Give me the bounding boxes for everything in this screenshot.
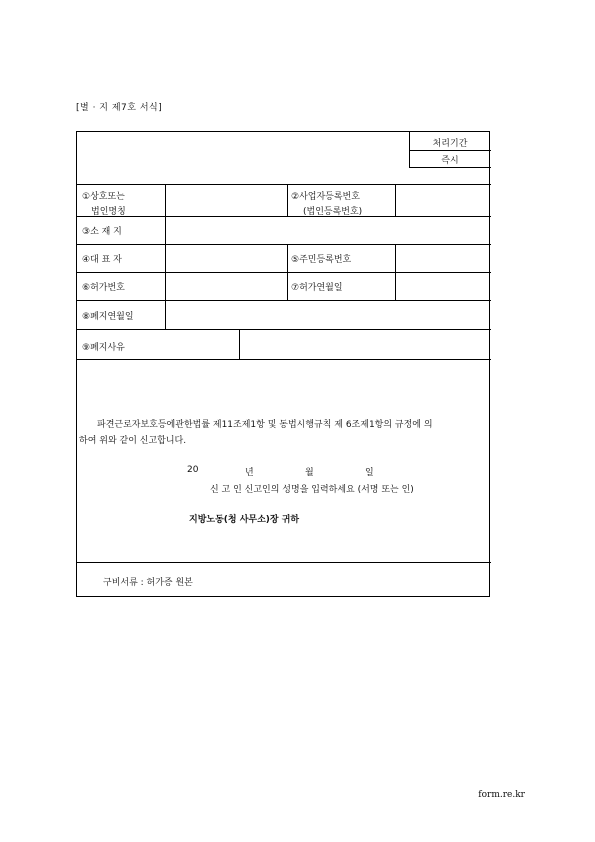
permit-date-label: ⑦허가연월일 xyxy=(291,283,343,293)
location-field[interactable] xyxy=(167,218,489,242)
declaration-line2: 하여 위와 같이 신고합니다. xyxy=(79,436,187,446)
permit-number-label: ⑥허가번호 xyxy=(82,283,125,293)
processing-divider xyxy=(409,150,491,151)
representative-field[interactable] xyxy=(167,246,285,270)
reason-label-line xyxy=(239,329,240,359)
month-label: 월 xyxy=(305,468,314,478)
recipient-line: 지방노동(청 사무소)장 귀하 xyxy=(189,515,300,525)
business-reg-label-line2: (법인등록번호) xyxy=(303,207,363,217)
permit-number-field[interactable] xyxy=(167,274,285,298)
footer-source: form.re.kr xyxy=(478,790,525,800)
signature-line[interactable]: 신 고 인 신고인의 성명을 입력하세요 (서명 또는 인) xyxy=(210,485,414,495)
row1-bottom xyxy=(77,216,491,217)
processing-period-value: 즉시 xyxy=(441,156,459,166)
closure-date-field[interactable] xyxy=(167,302,489,327)
title-row-bottom xyxy=(77,184,491,185)
processing-period-label: 처리기간 xyxy=(432,139,468,149)
company-name-field[interactable] xyxy=(167,186,285,214)
company-name-label-line2: 법인명칭 xyxy=(91,207,126,217)
day-label: 일 xyxy=(365,468,374,478)
form-frame xyxy=(76,131,490,597)
form-number-label: [별 · 지 제7호 서식] xyxy=(76,103,163,113)
permit-date-field[interactable] xyxy=(397,274,489,298)
company-name-label-line1: ①상호또는 xyxy=(82,192,125,202)
processing-bottom-line xyxy=(409,167,491,168)
closure-reason-field[interactable] xyxy=(241,331,489,357)
representative-label: ④대 표 자 xyxy=(82,255,122,265)
attachments-note: 구비서류 : 허가증 원본 xyxy=(103,578,193,588)
resident-reg-field[interactable] xyxy=(397,246,489,270)
row2-bottom xyxy=(77,244,491,245)
year-label: 년 xyxy=(245,468,254,478)
location-label: ③소 재 지 xyxy=(82,227,122,237)
row3-bottom xyxy=(77,272,491,273)
row4-bottom xyxy=(77,300,491,301)
rows45-mid-line xyxy=(287,244,288,300)
business-reg-label-line1: ②사업자등록번호 xyxy=(291,192,360,202)
label-column-line xyxy=(165,184,166,329)
row5-bottom xyxy=(77,329,491,330)
declaration-line1: 파견근로자보호등에관한법률 제11조제1항 및 동법시행규칙 제 6조제1항의 규정에 의 xyxy=(97,420,433,430)
declaration-bottom xyxy=(77,562,491,563)
row1-right-line xyxy=(395,184,396,216)
row6-bottom xyxy=(77,359,491,360)
business-reg-field[interactable] xyxy=(397,186,489,214)
row1-mid-line xyxy=(287,184,288,216)
closure-date-label: ⑧폐지연월일 xyxy=(82,312,134,322)
resident-reg-label: ⑤주민등록번호 xyxy=(291,255,352,265)
year-prefix: 20 xyxy=(187,465,199,475)
rows45-right-line xyxy=(395,244,396,300)
closure-reason-label: ⑨폐지사유 xyxy=(82,343,125,353)
